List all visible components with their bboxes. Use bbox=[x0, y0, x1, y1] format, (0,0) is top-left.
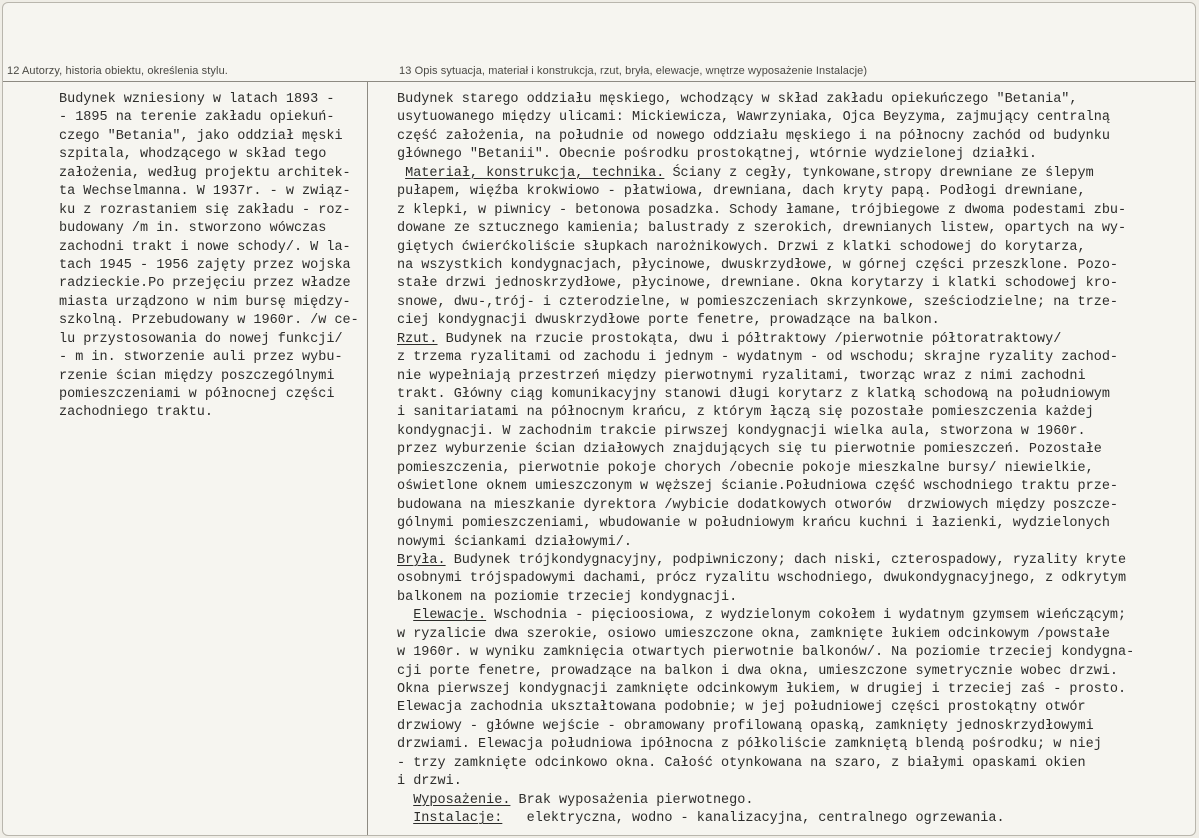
description-text: kondygnacji. W zachodnim trakcie pirwszej kondygnacji wielka aula, stworzona w 1960r. bbox=[397, 423, 1086, 439]
description-text-line bbox=[397, 404, 1196, 422]
description-text-line bbox=[397, 165, 1196, 183]
description-text bbox=[397, 793, 413, 808]
description-text-line bbox=[397, 460, 1196, 478]
left-section-header: 12 Autorzy, historia obiektu, określenia stylu. bbox=[7, 65, 228, 77]
description-text-line bbox=[397, 589, 1196, 607]
description-text: elektryczna, wodno - kanalizacyjna, centralnego ogrzewania. bbox=[502, 811, 1005, 827]
description-text-line bbox=[397, 239, 1196, 257]
description-text: i sanitariatami na północnym krańcu, z którym łączą się pozostałe pomieszczenia każdej bbox=[397, 405, 1094, 421]
history-text-line: rzenie ścian między poszczególnymi bbox=[59, 368, 335, 384]
description-text: cji porte fenetre, prowadzące na balkon i dwa okna, umieszczone symetrycznie wobec drzwi. bbox=[397, 663, 1119, 679]
description-text-line bbox=[397, 275, 1196, 293]
description-text: gólnymi pomieszczeniami, wbudowanie w południowym krańcu kuchni i łazienki, wydzielonych bbox=[397, 516, 1110, 532]
section-heading: Materiał, konstrukcja, technika. bbox=[405, 165, 665, 181]
column-divider-line bbox=[367, 81, 368, 835]
description-text-line bbox=[397, 607, 1196, 625]
description-text-line bbox=[397, 552, 1196, 570]
description-text: z klepki, w piwnicy - betonowa posadzka. Schody łamane, trójbiegowe z dwoma podestami zbu- bbox=[397, 202, 1127, 218]
description-text: głównego "Betanii". Obecnie pośrodku prostokątnej, wtórnie wydzielonej działki. bbox=[397, 147, 1038, 163]
description-text-line bbox=[397, 128, 1196, 146]
section-heading: Bryła. bbox=[397, 552, 446, 568]
description-text bbox=[397, 166, 405, 181]
description-text-line bbox=[397, 146, 1196, 164]
description-text: Okna pierwszej kondygnacji zamknięte odcinkowym łukiem, w drugiej i trzeciej zaś - prosto. bbox=[397, 682, 1127, 697]
description-text-line bbox=[397, 534, 1196, 552]
description-text: trakt. Główny ciąg komunikacyjny stanowi długi korytarz z klatką schodową na południowym bbox=[397, 387, 1110, 402]
description-text-line bbox=[397, 331, 1196, 349]
history-text-line: budowany /m in. stworzono wówczas bbox=[59, 221, 327, 237]
description-text-line bbox=[397, 294, 1196, 312]
description-text: w 1960r. w wyniku zamknięcia otwartych pierwotnie balkonów/. Na poziomie trzeciej kondygna- bbox=[397, 645, 1135, 661]
description-text: nowymi ściankami działowymi/. bbox=[397, 534, 632, 550]
description-text: pomieszczenia, pierwotnie pokoje chorych /obecnie pokoje mieszkalne bursy/ niewielkie, bbox=[397, 460, 1094, 476]
description-text-line bbox=[397, 718, 1196, 736]
description-text: drzwiowy - główne wejście - obramowany profilowaną opaską, zamknięty jednoskrzydłowymi bbox=[397, 718, 1094, 734]
description-text bbox=[397, 608, 413, 623]
description-text-column bbox=[397, 91, 1196, 829]
description-text-line bbox=[397, 312, 1196, 330]
description-text-line bbox=[397, 792, 1196, 810]
history-text-line: pomieszczeniami w północnej części bbox=[59, 387, 335, 402]
section-heading: Wyposażenie. bbox=[413, 792, 511, 808]
description-text-line bbox=[397, 497, 1196, 515]
description-text: Ściany z cegły, tynkowane,stropy drewniane ze ślepym bbox=[664, 165, 1094, 181]
section-heading: Instalacje: bbox=[413, 811, 503, 827]
description-text: Wschodnia - pięcioosiowa, z wydzielonym cokołem i wydatnym gzymsem wieńczącym; bbox=[486, 608, 1127, 624]
description-text-line bbox=[397, 257, 1196, 275]
description-text: osobnymi trójspadowymi dachami, prócz ryzalitu wschodniego, dwukondygnacyjnego, z odkrytym bbox=[397, 571, 1127, 587]
history-text-line: tach 1945 - 1956 zajęty przez wojska bbox=[59, 257, 351, 273]
section-heading: Elewacje. bbox=[413, 608, 487, 624]
description-text-line bbox=[397, 570, 1196, 588]
description-text: i drzwi. bbox=[397, 774, 462, 790]
description-text bbox=[397, 811, 413, 826]
header-divider-line bbox=[3, 81, 1195, 82]
right-section-header: 13 Opis sytuacja, materiał i konstrukcja, rzut, bryła, elewacje, wnętrze wyposażenie Instalacje) bbox=[399, 65, 868, 77]
description-text: nie wypełniają przestrzeń między pierwotnymi ryzalitami, tworząc wraz z nimi zachodni bbox=[397, 368, 1086, 384]
description-text: usytuowanego między ulicami: Mickiewicza, Wawrzyniaka, Ojca Beyzyma, zajmujący centralną bbox=[397, 110, 1110, 126]
description-text-line bbox=[397, 810, 1196, 828]
description-text: - trzy zamknięte odcinkowo okna. Całość otynkowana na szaro, z białymi opaskami okien bbox=[397, 755, 1086, 771]
description-text-line bbox=[397, 644, 1196, 662]
description-text: przez wyburzenie ścian działowych znajdujących się tu pierwotnie pomieszczeń. Pozostałe bbox=[397, 442, 1102, 458]
description-text: z trzema ryzalitami od zachodu i jednym - wydatnym - od wschodu; skrajne ryzality zachod- bbox=[397, 350, 1119, 366]
history-text-line: ku z rozrastaniem się zakładu - roz- bbox=[59, 202, 351, 218]
description-text-line bbox=[397, 515, 1196, 533]
description-text: oświetlone oknem umieszczonym w węższej ścianie.Południowa część wschodniego traktu prze- bbox=[397, 479, 1119, 495]
description-text-line bbox=[397, 663, 1196, 681]
description-text-line bbox=[397, 349, 1196, 367]
description-text-line bbox=[397, 626, 1196, 644]
description-text-line bbox=[397, 681, 1196, 699]
description-text-line bbox=[397, 478, 1196, 496]
history-text-line: - 1895 na terenie zakładu opiekuń- bbox=[59, 110, 335, 126]
description-text: Budynek starego oddziału męskiego, wchodzący w skład zakładu opiekuńczego "Betania", bbox=[397, 92, 1078, 107]
description-text: pułapem, więźba krokwiowo - płatwiowa, drewniana, dach kryty papą. Podłogi drewniane, bbox=[397, 184, 1086, 200]
description-text: Elewacja zachodnia ukształtowana podobnie; w jej południowej części prostokątny otwór bbox=[397, 700, 1086, 716]
description-text: Budynek na rzucie prostokąta, dwu i półtraktowy /pierwotnie półtoratraktowy/ bbox=[437, 331, 1062, 347]
description-text: dowane ze sztucznego kamienia; balustrady z szerokich, drewnianych listew, opartych na wy- bbox=[397, 221, 1127, 237]
description-text-line bbox=[397, 755, 1196, 773]
history-text-line: Budynek wzniesiony w latach 1893 - bbox=[59, 92, 335, 107]
description-text: na wszystkich kondygnacjach, płycinowe, dwuskrzydłowe, w górnej części przeszklone. Pozo- bbox=[397, 257, 1119, 273]
description-text-line bbox=[397, 202, 1196, 220]
description-text: ciej kondygnacji dwuskrzydłowe porte fenetre, prowadzące na balkon. bbox=[397, 313, 940, 329]
history-text-line: miasta urządzono w nim bursę między- bbox=[59, 294, 351, 310]
description-text: Budynek trójkondygnacyjny, podpiwniczony; dach niski, czterospadowy, ryzality kryte bbox=[445, 552, 1127, 568]
history-text-line: założenia, według projektu architek- bbox=[59, 165, 351, 181]
description-text: budowana na mieszkanie dyrektora /wybicie dodatkowych otworów drzwiowych między poszcze- bbox=[397, 497, 1119, 513]
description-text-line bbox=[397, 441, 1196, 459]
history-text-line: szkolną. Przebudowany w 1960r. /w ce- bbox=[59, 313, 359, 329]
history-text-line: lu przystosowania do nowej funkcji/ bbox=[59, 331, 343, 347]
history-text-line: zachodniego traktu. bbox=[59, 405, 213, 421]
description-text-line bbox=[397, 368, 1196, 386]
history-text-line: czego "Betania", jako oddział męski bbox=[59, 128, 343, 144]
description-text: balkonem na poziomie trzeciej kondygnacji. bbox=[397, 589, 738, 605]
document-card bbox=[2, 2, 1196, 836]
history-text-line: - m in. stworzenie auli przez wybu- bbox=[59, 350, 343, 366]
description-text-line bbox=[397, 699, 1196, 717]
history-text-line: zachodni trakt i nowe schody/. W la- bbox=[59, 239, 351, 255]
description-text-line bbox=[397, 109, 1196, 127]
description-text: drzwiami. Elewacja południowa ipółnocna z półkoliście zamkniętą blendą pośrodku; w niej bbox=[397, 737, 1102, 753]
description-text-line bbox=[397, 386, 1196, 404]
description-text-line bbox=[397, 220, 1196, 238]
description-text: snowe, dwu-,trój- i czterodzielne, w pomieszczeniach skrzynkowe, sześciodzielne; na trze- bbox=[397, 294, 1119, 310]
history-text-line: radzieckie.Po przejęciu przez władze bbox=[59, 276, 351, 292]
description-text-line bbox=[397, 773, 1196, 791]
description-text: w ryzalicie dwa szerokie, osiowo umieszczone okna, zamknięte łukiem odcinkowym /powstałe bbox=[397, 626, 1110, 642]
description-text-line bbox=[397, 423, 1196, 441]
section-heading: Rzut. bbox=[397, 331, 438, 347]
description-text: Brak wyposażenia pierwotnego. bbox=[510, 792, 754, 808]
description-text: stałe drzwi jednoskrzydłowe, płycinowe, drewniane. Okna korytarzy i klatki schodowej kro- bbox=[397, 276, 1119, 292]
history-text-line: szpitala, whodzącego w skład tego bbox=[59, 147, 327, 163]
history-text-line: ta Wechselmanna. W 1937r. - w związ- bbox=[59, 184, 351, 200]
description-text-line bbox=[397, 736, 1196, 754]
description-text-line bbox=[397, 91, 1196, 109]
description-text: giętych ćwierćkoliście słupkach narożnikowych. Drzwi z klatki schodowej do korytarza, bbox=[397, 239, 1086, 255]
description-text: część założenia, na południe od nowego oddziału męskiego i na północny zachód od budynku bbox=[397, 128, 1110, 144]
history-text-column bbox=[59, 91, 359, 423]
description-text-line bbox=[397, 183, 1196, 201]
